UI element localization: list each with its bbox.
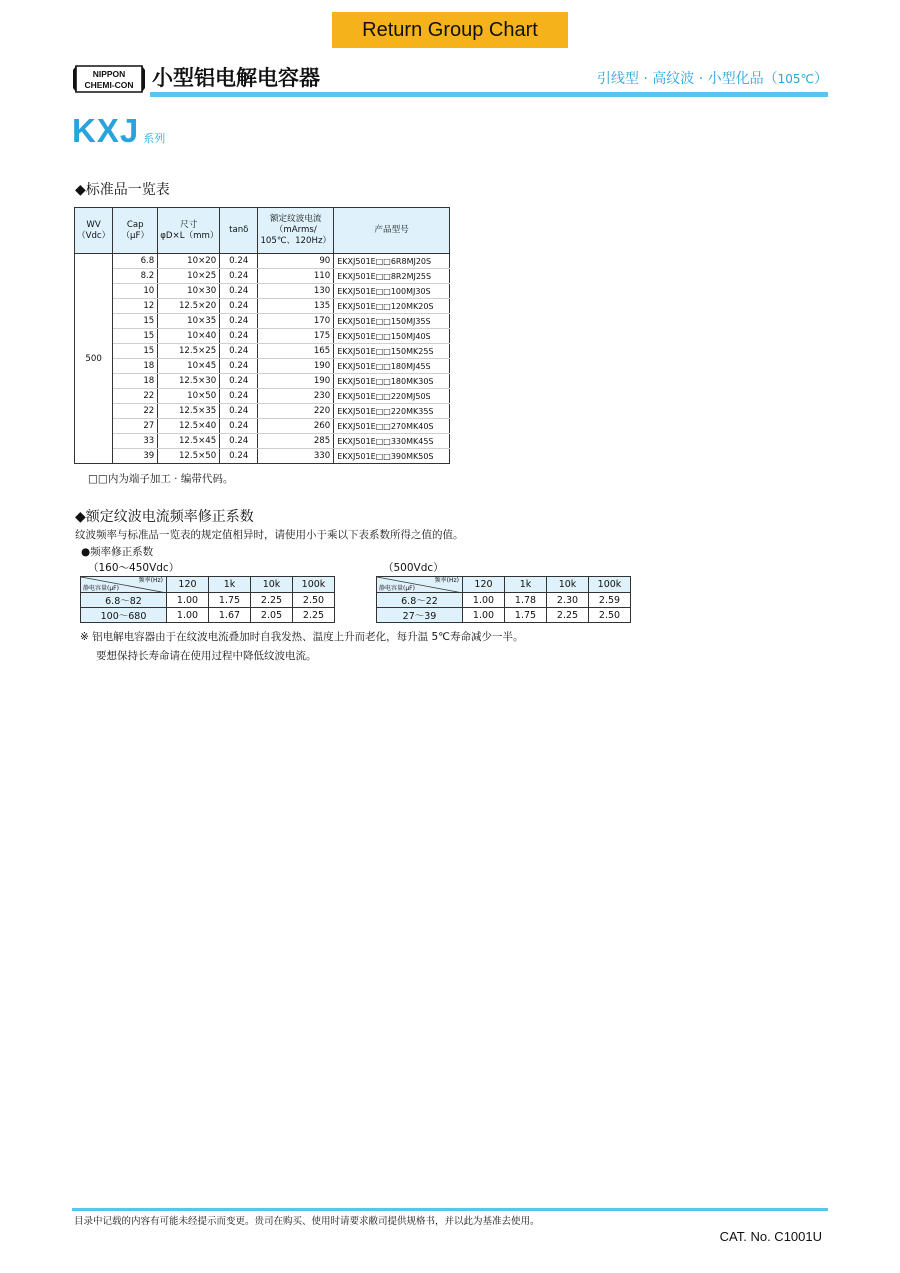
freq-table-2-label: （500Vdc）	[383, 562, 444, 574]
size-cell: 10×40	[158, 329, 220, 344]
coefficient-cell: 2.25	[293, 608, 335, 623]
cap-cell: 15	[113, 344, 158, 359]
cap-cell: 33	[113, 434, 158, 449]
table-row	[75, 359, 450, 374]
table-header-row	[75, 208, 450, 254]
freq-header-cell: 1k	[209, 577, 251, 593]
return-group-chart-button[interactable]: Return Group Chart	[332, 12, 568, 48]
part-number-cell: EKXJ501E□□330MK45S	[334, 434, 450, 449]
part-number-cell: EKXJ501E□□100MJ30S	[334, 284, 450, 299]
ripple-cell: 220	[258, 404, 334, 419]
ripple-cell: 260	[258, 419, 334, 434]
tan-cell: 0.24	[220, 314, 258, 329]
tan-cell: 0.24	[220, 269, 258, 284]
part-number-cell: EKXJ501E□□120MK20S	[334, 299, 450, 314]
wv-cell: 500	[75, 254, 113, 464]
size-cell: 10×30	[158, 284, 220, 299]
col-size: 尺寸 φD×L（mm）	[158, 208, 220, 254]
part-number-cell: EKXJ501E□□270MK40S	[334, 419, 450, 434]
size-cell: 10×35	[158, 314, 220, 329]
tan-cell: 0.24	[220, 389, 258, 404]
diag-freq-label: 频率(Hz)	[434, 577, 459, 584]
cap-cell: 15	[113, 329, 158, 344]
coefficient-cell: 1.00	[463, 593, 505, 608]
coefficient-cell: 1.75	[505, 608, 547, 623]
ripple-cell: 230	[258, 389, 334, 404]
coefficient-cell: 2.05	[251, 608, 293, 623]
series-title	[72, 112, 165, 150]
table-row	[75, 329, 450, 344]
coefficient-cell: 1.00	[463, 608, 505, 623]
diag-cap-label: 静电容量(μF)	[379, 585, 415, 592]
ripple-correction-description: 纹波频率与标准品一览表的规定值相异时，请使用小于乘以下表系数所得之值的值。	[75, 529, 464, 541]
freq-header-cell: 100k	[589, 577, 631, 593]
capacitance-range-cell: 100～680	[81, 608, 167, 623]
table-row	[75, 314, 450, 329]
table-row	[377, 593, 631, 608]
part-number-cell: EKXJ501E□□220MJ50S	[334, 389, 450, 404]
diag-freq-label: 频率(Hz)	[138, 577, 163, 584]
col-wv: WV （Vdc）	[75, 208, 113, 254]
part-number-cell: EKXJ501E□□150MK25S	[334, 344, 450, 359]
size-cell: 12.5×25	[158, 344, 220, 359]
size-cell: 12.5×35	[158, 404, 220, 419]
part-number-cell: EKXJ501E□□390MK50S	[334, 449, 450, 464]
diag-cap-label: 静电容量(μF)	[83, 585, 119, 592]
catalog-number: CAT. No. C1001U	[719, 1229, 822, 1244]
part-number-cell: EKXJ501E□□220MK35S	[334, 404, 450, 419]
freq-header-cell: 120	[463, 577, 505, 593]
cap-cell: 39	[113, 449, 158, 464]
freq-coefficient-table-1	[80, 576, 335, 623]
logo-line2: CHEMI-CON	[84, 80, 134, 90]
coefficient-cell: 2.59	[589, 593, 631, 608]
ripple-cell: 170	[258, 314, 334, 329]
cap-cell: 27	[113, 419, 158, 434]
freq-header-row	[81, 577, 335, 593]
tan-cell: 0.24	[220, 284, 258, 299]
part-number-cell: EKXJ501E□□6R8MJ20S	[334, 254, 450, 269]
table-row	[75, 254, 450, 269]
cap-cell: 22	[113, 404, 158, 419]
table-row	[75, 284, 450, 299]
page-title: 小型铝电解电容器	[152, 66, 320, 90]
cap-cell: 10	[113, 284, 158, 299]
header-rule	[150, 92, 828, 97]
table-row	[81, 593, 335, 608]
freq-header-cell: 10k	[251, 577, 293, 593]
coefficient-cell: 2.25	[251, 593, 293, 608]
size-cell: 12.5×50	[158, 449, 220, 464]
footer-disclaimer: 目录中记载的内容有可能未经提示而变更。贵司在购买、使用时请要求敝司提供规格书，并以此为基准去使用。	[74, 1216, 540, 1227]
cap-cell: 22	[113, 389, 158, 404]
size-cell: 10×45	[158, 359, 220, 374]
page-subtitle: 引线型 · 高纹波 · 小型化品（105℃）	[596, 71, 828, 87]
tan-cell: 0.24	[220, 359, 258, 374]
table-row	[75, 419, 450, 434]
size-cell: 12.5×20	[158, 299, 220, 314]
part-number-cell: EKXJ501E□□8R2MJ25S	[334, 269, 450, 284]
freq-header-cell: 1k	[505, 577, 547, 593]
col-tan: tanδ	[220, 208, 258, 254]
freq-coefficient-table-2	[376, 576, 631, 623]
tan-cell: 0.24	[220, 344, 258, 359]
cap-cell: 18	[113, 359, 158, 374]
ripple-cell: 110	[258, 269, 334, 284]
size-cell: 12.5×45	[158, 434, 220, 449]
cap-cell: 15	[113, 314, 158, 329]
ripple-correction-heading: ◆额定纹波电流频率修正系数	[75, 509, 254, 525]
table-row	[75, 434, 450, 449]
nippon-chemi-con-logo	[72, 62, 146, 96]
ripple-cell: 330	[258, 449, 334, 464]
tan-cell: 0.24	[220, 299, 258, 314]
table-row	[75, 449, 450, 464]
part-number-cell: EKXJ501E□□180MK30S	[334, 374, 450, 389]
tan-cell: 0.24	[220, 419, 258, 434]
coefficient-cell: 2.50	[589, 608, 631, 623]
ripple-cell: 190	[258, 359, 334, 374]
freq-table-1-label: （160～450Vdc）	[88, 562, 180, 574]
table-row	[75, 344, 450, 359]
freq-header-cell: 120	[167, 577, 209, 593]
ripple-cell: 135	[258, 299, 334, 314]
tan-cell: 0.24	[220, 434, 258, 449]
coefficient-cell: 2.25	[547, 608, 589, 623]
size-cell: 12.5×40	[158, 419, 220, 434]
freq-header-row	[377, 577, 631, 593]
warning-line-1: ※ 铝电解电容器由于在纹波电流叠加时自我发热、温度上升而老化，每升温 5℃寿命减少一半。	[80, 631, 524, 643]
freq-header-cell: 100k	[293, 577, 335, 593]
ripple-cell: 285	[258, 434, 334, 449]
tan-cell: 0.24	[220, 404, 258, 419]
col-ripple: 额定纹波电流 （mArms/ 105℃、120Hz）	[258, 208, 334, 254]
table-row	[75, 389, 450, 404]
coefficient-cell: 1.00	[167, 608, 209, 623]
size-cell: 10×25	[158, 269, 220, 284]
col-cap: Cap （μF）	[113, 208, 158, 254]
terminal-code-note: □□内为端子加工 · 编带代码。	[88, 473, 234, 485]
table-row	[377, 608, 631, 623]
part-number-cell: EKXJ501E□□150MJ35S	[334, 314, 450, 329]
freq-coefficient-subheading: ●频率修正系数	[81, 546, 154, 558]
capacitance-range-cell: 6.8～82	[81, 593, 167, 608]
coefficient-cell: 2.50	[293, 593, 335, 608]
cap-cell: 6.8	[113, 254, 158, 269]
size-cell: 12.5×30	[158, 374, 220, 389]
cap-cell: 18	[113, 374, 158, 389]
table-row	[75, 374, 450, 389]
logo-line1: NIPPON	[92, 69, 126, 79]
series-name: KXJ	[72, 112, 140, 149]
table-row	[75, 269, 450, 284]
tan-cell: 0.24	[220, 449, 258, 464]
coefficient-cell: 1.67	[209, 608, 251, 623]
tan-cell: 0.24	[220, 329, 258, 344]
coefficient-cell: 1.78	[505, 593, 547, 608]
ripple-cell: 165	[258, 344, 334, 359]
diagonal-header-cell	[81, 577, 167, 593]
capacitance-range-cell: 6.8～22	[377, 593, 463, 608]
ripple-cell: 175	[258, 329, 334, 344]
standard-products-table	[74, 207, 450, 464]
ripple-cell: 190	[258, 374, 334, 389]
size-cell: 10×50	[158, 389, 220, 404]
part-number-cell: EKXJ501E□□150MJ40S	[334, 329, 450, 344]
ripple-cell: 90	[258, 254, 334, 269]
capacitance-range-cell: 27～39	[377, 608, 463, 623]
coefficient-cell: 1.00	[167, 593, 209, 608]
standard-table-heading: ◆标准品一览表	[75, 182, 170, 198]
cap-cell: 8.2	[113, 269, 158, 284]
size-cell: 10×20	[158, 254, 220, 269]
warning-line-2: 要想保持长寿命请在使用过程中降低纹波电流。	[96, 650, 317, 662]
coefficient-cell: 2.30	[547, 593, 589, 608]
series-suffix: 系列	[143, 132, 166, 145]
table-row	[81, 608, 335, 623]
col-part-number: 产品型号	[334, 208, 450, 254]
tan-cell: 0.24	[220, 374, 258, 389]
table-row	[75, 404, 450, 419]
table-row	[75, 299, 450, 314]
part-number-cell: EKXJ501E□□180MJ45S	[334, 359, 450, 374]
diagonal-header-cell	[377, 577, 463, 593]
cap-cell: 12	[113, 299, 158, 314]
ripple-cell: 130	[258, 284, 334, 299]
freq-header-cell: 10k	[547, 577, 589, 593]
footer-rule	[72, 1208, 828, 1211]
tan-cell: 0.24	[220, 254, 258, 269]
coefficient-cell: 1.75	[209, 593, 251, 608]
